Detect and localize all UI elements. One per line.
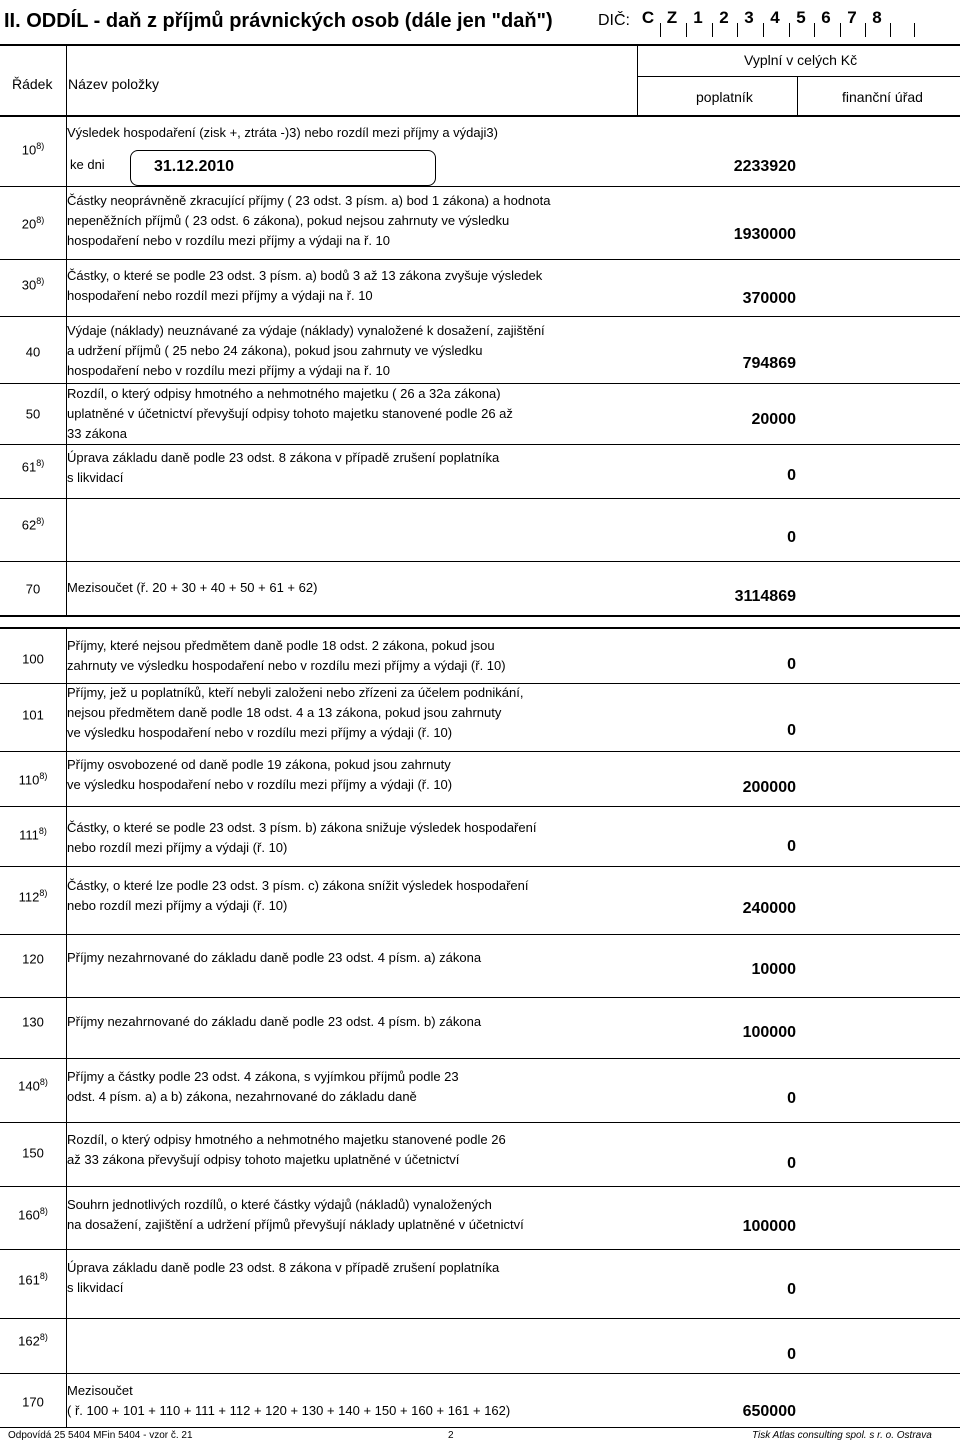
col-header-fill: Vyplní v celých Kč [744, 52, 858, 68]
row-value[interactable]: 0 [787, 1155, 796, 1172]
dic-char: 8 [872, 8, 882, 27]
row-separator [0, 498, 960, 499]
col-header-row: Řádek [12, 76, 53, 92]
row-number: 101 [22, 707, 44, 723]
row-description-line: Souhrn jednotlivých rozdílů, o které částky výdajů (nákladů) vynaložených [67, 1197, 492, 1212]
row-description-line: hospodaření nebo v rozdílu mezi příjmy a výdaji na ř. 10 [67, 233, 391, 248]
row-description-line: Úprava základu daně podle 23 odst. 8 zákona v případě zrušení poplatníka [67, 1260, 500, 1275]
row-description-line: Částky, o které lze podle 23 odst. 3 písm. c) zákona snížit výsledek hospodaření [67, 878, 529, 893]
row-number: 120 [22, 951, 44, 967]
row-number: 10$^{8)}$ [21, 141, 45, 158]
row-number: 30$^{8)}$ [21, 276, 45, 293]
row-separator [0, 751, 960, 752]
row-number: 100 [22, 651, 44, 667]
row-description-line: Příjmy osvobozené od daně podle 19 zákona, pokud jsou zahrnuty [67, 757, 451, 772]
row-number: 20$^{8)}$ [21, 215, 45, 232]
row-number: 150 [22, 1145, 44, 1161]
row-description-line: ve výsledku hospodaření nebo v rozdílu mezi příjmy a výdaji (ř. 10) [67, 725, 453, 740]
row-description-line: Mezisoučet [67, 1383, 133, 1398]
section-title: II. ODDÍL - daň z příjmů právnických osob (dále jen "daň") [4, 10, 553, 32]
page-number: 2 [448, 1430, 454, 1441]
row-description-line: ( ř. 100 + 101 + 110 + 111 + 112 + 120 + 130 + 140 + 150 + 160 + 161 + 162) [67, 1403, 511, 1418]
row-description-line: nepeněžních příjmů ( 23 odst. 6 zákona), pokud nejsou zahrnuty ve výsledku [67, 213, 510, 228]
row-value[interactable]: 650000 [742, 1403, 796, 1420]
row-number: 162$^{8)}$ [18, 1332, 48, 1349]
dic-char: 5 [796, 8, 806, 27]
row-description-line: zahrnuty ve výsledku hospodaření nebo v rozdílu mezi příjmy a výdaji (ř. 10) [67, 658, 506, 673]
row-description-line: na dosažení, zajištění a udržení příjmů převyšují náklady uplatněné v účetnictví [67, 1217, 524, 1232]
row-value[interactable]: 100000 [742, 1218, 796, 1235]
row-separator [0, 806, 960, 807]
row-description-line: uplatněné v účetnictví převyšují odpisy tohoto majetku stanovené podle 26 až [67, 406, 513, 421]
row-value[interactable]: 10000 [751, 961, 796, 978]
row-number: 110$^{8)}$ [18, 771, 48, 788]
row-number: 40 [25, 344, 41, 360]
row-separator [0, 561, 960, 562]
dic-char [914, 6, 938, 34]
row-description-line: nebo rozdíl mezi příjmy a výdaji (ř. 10) [67, 840, 288, 855]
row-number: 170 [22, 1394, 44, 1410]
row-value[interactable]: 0 [787, 467, 796, 484]
row-description-line: a udržení příjmů ( 25 nebo 24 zákona), pokud jsou zahrnuty ve výsledku [67, 343, 483, 358]
row-description-line: Mezisoučet (ř. 20 + 30 + 40 + 50 + 61 + 62) [67, 580, 318, 595]
row-number: 112$^{8)}$ [18, 888, 48, 905]
row-description-line: odst. 4 písm. a) a b) zákona, nezahrnované do základu daně [67, 1089, 417, 1104]
dic-char [890, 6, 914, 34]
dic-char: 4 [770, 8, 780, 27]
row-description-line: hospodaření nebo rozdíl mezi příjmy a výdaji na ř. 10 [67, 288, 373, 303]
row-number: 160$^{8)}$ [18, 1206, 48, 1223]
row-value[interactable]: 200000 [742, 779, 796, 796]
row-description-line: ve výsledku hospodaření nebo v rozdílu mezi příjmy a výdaji (ř. 10) [67, 777, 453, 792]
col-header-office: finanční úřad [842, 89, 923, 105]
row-number: 111$^{8)}$ [19, 826, 47, 843]
row-number: 161$^{8)}$ [18, 1271, 48, 1288]
row-separator [0, 866, 960, 867]
row-number: 130 [22, 1014, 44, 1030]
row-number: 140$^{8)}$ [18, 1077, 48, 1094]
row-separator [0, 1122, 960, 1123]
row-separator [0, 1373, 960, 1374]
row-description-line: s likvidací [67, 470, 124, 485]
row-separator [0, 444, 960, 445]
row-value[interactable]: 370000 [742, 290, 796, 307]
row-description-line: hospodaření nebo v rozdílu mezi příjmy a výdaji na ř. 10 [67, 363, 391, 378]
row-number: 70 [25, 581, 41, 597]
row-separator [0, 316, 960, 317]
row-separator [0, 1318, 960, 1319]
dic-field[interactable] [636, 6, 934, 34]
row-value[interactable]: 1930000 [733, 226, 796, 243]
row-separator [0, 997, 960, 998]
col-header-name: Název položky [68, 76, 160, 92]
date-label: ke dni [70, 157, 105, 172]
row-description-line: nebo rozdíl mezi příjmy a výdaji (ř. 10) [67, 898, 288, 913]
row-separator [0, 1249, 960, 1250]
row-description-line: až 33 zákona převyšují odpisy tohoto majetku uplatněné v účetnictví [67, 1152, 460, 1167]
row-value[interactable]: 240000 [742, 900, 796, 917]
row-value[interactable]: 0 [787, 1346, 796, 1363]
dic-char: 1 [693, 8, 703, 27]
dic-char: 2 [719, 8, 729, 27]
row-number: 50 [25, 406, 41, 422]
row-separator [0, 259, 960, 260]
row-value[interactable]: 3114869 [734, 588, 796, 605]
row-description-line: Příjmy, jež u poplatníků, kteří nebyli založeni nebo zřízeni za účelem podnikání, [67, 685, 524, 700]
dic-char: Z [666, 8, 678, 27]
row-separator [0, 934, 960, 935]
row-description-line: Výdaje (náklady) neuznávané za výdaje (náklady) vynaložené k dosažení, zajištění [67, 323, 545, 338]
dic-label: DIČ: [598, 12, 630, 29]
row-number: 61$^{8)}$ [21, 458, 45, 475]
row-value[interactable]: 0 [787, 529, 796, 546]
col-header-taxpayer: poplatník [696, 89, 753, 105]
footer-form-id: Odpovídá 25 5404 MFin 5404 - vzor č. 21 [8, 1430, 193, 1441]
row-description-line: Rozdíl, o který odpisy hmotného a nehmotného majetku ( 26 a 32a zákona) [67, 386, 501, 401]
dic-char: C [641, 8, 655, 27]
dic-char: 7 [847, 8, 857, 27]
dic-char: 3 [744, 8, 754, 27]
row-value[interactable]: 100000 [742, 1024, 796, 1041]
row-value[interactable]: 20000 [751, 411, 796, 428]
row-description-line: Příjmy nezahrnované do základu daně podle 23 odst. 4 písm. a) zákona [67, 950, 482, 965]
row-description-line: Částky neoprávněně zkracující příjmy ( 23 odst. 3 písm. a) bod 1 zákona) a hodnota [67, 193, 551, 208]
row-description: Výsledek hospodaření (zisk +, ztráta -)3) nebo rozdíl mezi příjmy a výdaji3) [67, 125, 498, 140]
dic-char: 6 [821, 8, 831, 27]
footer-printer: Tisk Atlas consulting spol. s r. o. Ostrava [752, 1430, 932, 1441]
row-description-line: Rozdíl, o který odpisy hmotného a nehmotného majetku stanovené podle 26 [67, 1132, 506, 1147]
row-value[interactable]: 0 [787, 1090, 796, 1107]
row-value[interactable]: 2233920 [733, 158, 796, 175]
row-value[interactable]: 0 [787, 1281, 796, 1298]
row-value[interactable]: 0 [787, 838, 796, 855]
row-description-line: 33 zákona [67, 426, 127, 441]
row-description-line: Částky, o které se podle 23 odst. 3 písm. b) zákona snižuje výsledek hospodaření [67, 820, 537, 835]
row-description-line: Úprava základu daně podle 23 odst. 8 zákona v případě zrušení poplatníka [67, 450, 500, 465]
row-separator [0, 1058, 960, 1059]
row-description-line: nejsou předmětem daně podle 18 odst. 4 a 13 zákona, pokud jsou zahrnuty [67, 705, 502, 720]
row-description-line: Příjmy, které nejsou předmětem daně podle 18 odst. 2 zákona, pokud jsou [67, 638, 495, 653]
row-description-line: Příjmy a částky podle 23 odst. 4 zákona, s vyjímkou příjmů podle 23 [67, 1069, 459, 1084]
row-separator [0, 1186, 960, 1187]
row-value[interactable]: 0 [787, 722, 796, 739]
row-description-line: s likvidací [67, 1280, 124, 1295]
row-number: 62$^{8)}$ [21, 516, 45, 533]
row-description-line: Příjmy nezahrnované do základu daně podle 23 odst. 4 písm. b) zákona [67, 1014, 482, 1029]
row-value[interactable]: 0 [787, 656, 796, 673]
row-description-line: Částky, o které se podle 23 odst. 3 písm. a) bodů 3 až 13 zákona zvyšuje výsledek [67, 268, 543, 283]
date-value: 31.12.2010 [154, 158, 235, 175]
row-value[interactable]: 794869 [742, 355, 796, 372]
